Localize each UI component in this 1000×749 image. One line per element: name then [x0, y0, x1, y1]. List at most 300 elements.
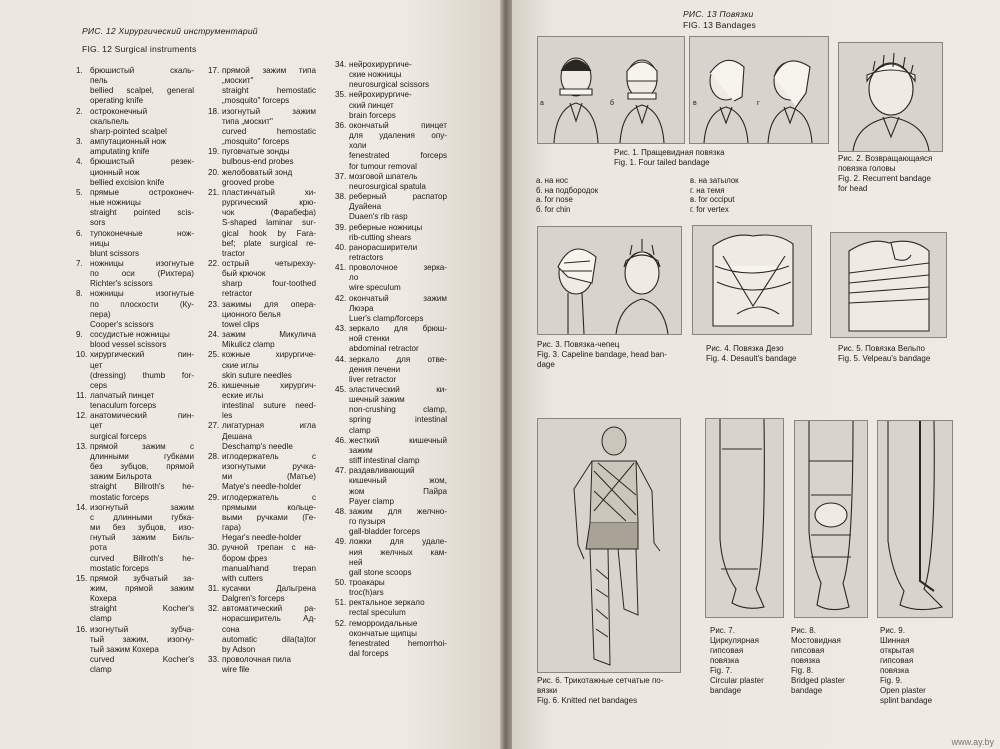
instrument-line: ния желчных кам- — [349, 547, 447, 557]
instrument-line: ницы — [90, 238, 110, 248]
instrument-entry — [76, 330, 194, 350]
instrument-line: curved Kocher's — [90, 655, 194, 665]
fig1-caption — [614, 148, 725, 168]
instrument-text — [349, 192, 447, 222]
instrument-line: straight hemostatic — [222, 86, 316, 96]
instrument-line: amputating knife — [90, 147, 150, 157]
fig1-four-tailed-bandage-illustration-2 — [689, 36, 829, 144]
instrument-line: го пузыря — [349, 517, 386, 527]
instrument-line: брюшистый скаль- — [90, 66, 194, 75]
instrument-line: раздавливающий — [349, 466, 415, 476]
instrument-line: Люэра — [349, 303, 374, 313]
instrument-number: 25. — [208, 350, 220, 360]
instrument-line: длинными губками — [90, 451, 194, 461]
instrument-line: blood vessel scissors — [90, 340, 167, 350]
instrument-entry — [208, 107, 316, 148]
instrument-number: 14. — [76, 502, 88, 512]
caption-line: открытая — [880, 646, 914, 655]
instrument-text — [349, 324, 447, 354]
instrument-line: mostatic forceps — [90, 563, 149, 573]
fig1-four-tailed-bandage-illustration — [537, 36, 685, 144]
instrument-line: ампутационный нож — [90, 137, 167, 147]
instrument-line: ручной трепан с на- — [222, 543, 316, 553]
instrument-line: типа „москит" — [222, 116, 273, 126]
instrument-text — [222, 493, 316, 544]
instrument-text — [90, 137, 194, 157]
instrument-line: лигатурная игла — [222, 421, 316, 431]
instrument-entry — [208, 452, 316, 493]
instrument-line: curved Billroth's he- — [90, 553, 194, 563]
book-gutter — [500, 0, 512, 749]
legend-line: б. for chin — [536, 204, 571, 214]
instrument-line: liver retractor — [349, 374, 397, 384]
caption-line: Рис. 8. — [791, 626, 816, 635]
instrument-line: (dressing) thumb for- — [90, 370, 194, 380]
instrument-text — [349, 436, 447, 466]
instrument-number: 49. — [335, 537, 347, 547]
instrument-line: пель — [90, 76, 108, 86]
instrument-line: прямой зубчатый за- — [90, 573, 194, 583]
instrument-number: 38. — [335, 192, 347, 202]
instrument-line: цет — [90, 421, 103, 431]
instrument-line: ножницы изогнутые — [90, 258, 194, 268]
instrument-line: Hegar's needle-holder — [222, 533, 302, 543]
instrument-entry — [335, 90, 447, 120]
instrument-line: проволочное зерка- — [349, 263, 447, 273]
instrument-number: 41. — [335, 263, 347, 273]
caption-line: Bridged plaster — [791, 676, 845, 685]
instrument-entry — [76, 350, 194, 391]
instrument-number: 7. — [76, 258, 83, 268]
instrument-line: ские иглы — [222, 360, 259, 370]
instrument-entry — [76, 391, 194, 411]
instrument-line: gall stone scoops — [349, 567, 412, 577]
instrument-text — [222, 259, 316, 300]
instrument-entry — [335, 324, 447, 354]
fig9-open-plaster-splint-illustration — [877, 420, 953, 618]
instrument-line: fenestrated hemorrhoi- — [349, 638, 447, 648]
instrument-line: ные ножницы — [90, 198, 141, 208]
instrument-number: 35. — [335, 90, 347, 100]
instrument-line: анатомический пин- — [90, 411, 194, 421]
instrument-entry — [208, 350, 316, 380]
instrument-line: зеркало для отве- — [349, 354, 447, 364]
instrument-text — [90, 229, 194, 259]
instrument-number: 46. — [335, 435, 347, 445]
instrument-line: пластинчатый хи- — [222, 187, 316, 197]
caption-line: Рис. 2. Возвращающаяся — [838, 154, 933, 163]
instrument-line: straight Billroth's he- — [90, 482, 194, 492]
instrument-line: автоматический ра- — [222, 604, 316, 614]
instrument-line: пуговчатые зонды — [222, 147, 290, 157]
caption-line: гипсовая — [880, 656, 914, 665]
instrument-line: towel clips — [222, 319, 260, 329]
instrument-line: dal forceps — [349, 649, 389, 659]
instrument-line: окончатый зажим — [349, 293, 447, 303]
instrument-entry — [76, 229, 194, 259]
instrument-text — [222, 655, 316, 675]
instrument-line: grooved probe — [222, 177, 275, 187]
fig3-caption — [537, 340, 667, 370]
instrument-line: сона — [222, 624, 240, 634]
instrument-line: жим, прямой зажим — [90, 583, 194, 593]
instrument-line: Luer's clamp/forceps — [349, 313, 424, 323]
instrument-text — [349, 578, 447, 598]
instrument-entry — [335, 355, 447, 385]
instrument-line: Dalgren's forceps — [222, 594, 285, 604]
instrument-line: тый зажим, изогну- — [90, 634, 194, 644]
instrument-line: les — [222, 411, 233, 421]
instrument-number: 30. — [208, 543, 220, 553]
instrument-line: зеркало для брюш- — [349, 324, 447, 334]
instrument-line: троакары — [349, 577, 385, 587]
caption-line: Циркулярная — [710, 636, 759, 645]
fig4-caption — [706, 344, 796, 364]
legend-line: a. for nose — [536, 195, 573, 205]
instrument-line: лапчатый пинцет — [90, 391, 155, 400]
instrument-line: tenaculum forceps — [90, 401, 157, 411]
instrument-text — [349, 172, 447, 192]
instrument-entry — [208, 330, 316, 350]
caption-line: dage — [537, 360, 555, 369]
instrument-line: жесткий кишечный — [349, 435, 447, 445]
instrument-line: fenestrated forceps — [349, 151, 447, 161]
instrument-entry — [335, 172, 447, 192]
instrument-text — [222, 421, 316, 451]
caption-line: for head — [838, 184, 868, 193]
instrument-line: manual/hand trepan — [222, 563, 316, 573]
instrument-line: bulbous-end probes — [222, 157, 294, 167]
instrument-entry — [208, 300, 316, 330]
instrument-line: зажим — [349, 445, 373, 455]
instrument-line: прямыми кольце- — [222, 502, 316, 512]
instrument-entry — [335, 537, 447, 578]
instrument-line: bellied excision knife — [90, 177, 165, 187]
instrument-line: с длинными губка- — [90, 512, 194, 522]
instrument-text — [90, 330, 194, 350]
fig5-velpeau-bandage-illustration — [830, 232, 947, 338]
instrument-line: без зубцов, прямой — [90, 462, 194, 472]
instrument-number: 39. — [335, 222, 347, 232]
legend-line: г. на темя — [690, 185, 725, 195]
instrument-text — [349, 90, 447, 120]
instrument-text — [222, 381, 316, 422]
instrument-line: wire speculum — [349, 283, 401, 293]
instrument-number: 52. — [335, 618, 347, 628]
instrument-number: 21. — [208, 187, 220, 197]
instrument-number: 48. — [335, 506, 347, 516]
instrument-entry — [76, 503, 194, 574]
instrument-line: жом Пайра — [349, 486, 447, 496]
legend-line: в. на затылок — [690, 176, 739, 185]
caption-line: гипсовая — [791, 646, 825, 655]
instrument-line: wire file — [222, 665, 250, 675]
instrument-text — [90, 411, 194, 441]
instrument-line: прямые остроконеч- — [90, 187, 194, 197]
instrument-line: spring intestinal — [349, 415, 447, 425]
instrument-entry — [76, 259, 194, 289]
instrument-line: прямой зажим с — [90, 441, 194, 451]
instrument-number: 42. — [335, 293, 347, 303]
instrument-number: 19. — [208, 147, 220, 157]
instrument-line: окончатый пинцет — [349, 120, 447, 130]
instrument-text — [90, 188, 194, 229]
instrument-line: Mikulicz clamp — [222, 340, 275, 350]
caption-line: Рис. 3. Повязка-чепец — [537, 340, 620, 349]
instrument-line: кожные хирургиче- — [222, 350, 316, 360]
legend-line: в. for occiput — [690, 195, 735, 205]
instrument-text — [222, 584, 316, 604]
instrument-line: by Adson — [222, 644, 256, 654]
fig13-title-ru: РИС. 13 Повязки — [683, 9, 754, 19]
instrument-text — [349, 223, 447, 243]
instrument-number: 8. — [76, 289, 83, 299]
caption-line: гипсовая — [710, 646, 744, 655]
instrument-entry — [76, 442, 194, 503]
instrument-line: Кохера — [90, 594, 117, 604]
caption-line: Fig. 8. — [791, 666, 814, 675]
caption-line: повязка — [880, 666, 910, 675]
instrument-text — [222, 300, 316, 330]
instrument-line: зажимы для опера- — [222, 299, 316, 309]
instrument-line: stiff intestinal clamp — [349, 456, 420, 466]
instrument-line: кишечный жом, — [349, 476, 447, 486]
instrument-line: Duaen's rib rasp — [349, 212, 408, 222]
instrument-number: 1. — [76, 66, 83, 75]
instrument-number: 5. — [76, 187, 83, 197]
instrument-line: ло — [349, 273, 359, 283]
instrument-entry — [208, 604, 316, 655]
instrument-entry — [76, 625, 194, 676]
instrument-line: curved hemostatic — [222, 126, 316, 136]
instrument-entry — [76, 188, 194, 229]
instrument-line: bef; plate surgical re- — [222, 238, 316, 248]
instrument-entry — [76, 574, 194, 625]
instrument-number: 10. — [76, 350, 88, 360]
instrument-line: еские иглы — [222, 391, 264, 400]
caption-line: Fig. 4. Desault's bandage — [706, 354, 797, 363]
instrument-number: 40. — [335, 242, 347, 252]
instrument-text — [222, 168, 316, 188]
caption-line: Рис. 9. — [880, 626, 905, 635]
instrument-number: 17. — [208, 66, 220, 75]
fig1-panel-label-a: а — [540, 100, 544, 107]
caption-line: Рис. 5. Повязка Вельпо — [838, 344, 925, 353]
instrument-number: 36. — [335, 120, 347, 130]
instrument-line: ранорасширители — [349, 242, 418, 252]
caption-line: bandage — [791, 686, 823, 695]
instrument-text — [349, 385, 447, 436]
instrument-text — [90, 625, 194, 676]
instrument-line: blunt scissors — [90, 248, 140, 258]
instrument-number: 28. — [208, 451, 220, 461]
instrument-text — [349, 121, 447, 172]
fig7-circular-plaster-bandage-illustration — [705, 418, 784, 618]
left-page-header — [82, 26, 258, 55]
instrument-line: норасширитель Ад- — [222, 614, 316, 624]
instrument-entry — [208, 493, 316, 544]
instrument-number: 16. — [76, 624, 88, 634]
instrument-entry — [208, 259, 316, 300]
instrument-line: иглодержатель с — [222, 451, 316, 461]
caption-line: Рис. 4. Повязка Дезо — [706, 344, 784, 353]
instrument-line: bellied scalpel, general — [90, 86, 194, 96]
instrument-line: non-crushing clamp, — [349, 405, 447, 415]
instrument-entry — [76, 289, 194, 330]
instrument-line: ножницы изогнутые — [90, 289, 194, 299]
caption-line: Шинная — [880, 636, 910, 645]
instrument-entry — [335, 294, 447, 324]
legend-line: а. на нос — [536, 176, 569, 185]
instrument-text — [90, 259, 194, 289]
instrument-text — [349, 355, 447, 385]
instrument-line: ми (Матье) — [222, 472, 316, 482]
instrument-line: ректальное зеркало — [349, 598, 425, 608]
instrument-line: retractors — [349, 252, 384, 262]
caption-line: Fig. 2. Recurrent bandage — [838, 174, 931, 183]
instrument-number: 26. — [208, 380, 220, 390]
caption-line: Fig. 5. Velpeau's bandage — [838, 354, 931, 363]
instrument-line: брюшистый резек- — [90, 157, 194, 167]
instrument-entry — [76, 411, 194, 441]
instrument-entry — [335, 598, 447, 618]
instrument-column-3 — [335, 60, 447, 659]
instrument-line: abdominal retractor — [349, 344, 419, 354]
instrument-number: 33. — [208, 655, 220, 665]
fig12-title-en: FIG. 12 Surgical instruments — [82, 44, 197, 54]
caption-line: Fig. 9. — [880, 676, 903, 685]
instrument-number: 50. — [335, 577, 347, 587]
instrument-column-2 — [208, 66, 316, 675]
instrument-entry — [76, 137, 194, 157]
instrument-line: бором фрез — [222, 553, 268, 563]
instrument-line: for tumour removal — [349, 161, 417, 171]
instrument-text — [349, 294, 447, 324]
instrument-line: тупоконечные нож- — [90, 228, 194, 238]
instrument-line: выми ручками (Ге- — [222, 512, 316, 522]
instrument-number: 6. — [76, 228, 83, 238]
instrument-entry — [335, 243, 447, 263]
instrument-line: изогнутый зажим — [222, 106, 316, 116]
instrument-line: бый крючок — [222, 269, 266, 279]
instrument-text — [349, 60, 447, 90]
fig6-caption — [537, 676, 663, 706]
instrument-line: S-shaped laminar sur- — [222, 218, 316, 228]
instrument-number: 37. — [335, 171, 347, 181]
instrument-text — [90, 107, 194, 137]
caption-line: повязка — [791, 656, 821, 665]
instrument-line: intestinal suture need- — [222, 401, 316, 411]
instrument-text — [222, 147, 316, 167]
caption-line: Рис. 1. Пращевидная повязка — [614, 148, 725, 157]
instrument-entry — [208, 421, 316, 451]
instrument-line: скальпель — [90, 116, 129, 126]
instrument-entry — [76, 66, 194, 107]
instrument-line: чок (Фарабефа) — [222, 208, 316, 218]
instrument-line: Matye's needle-holder — [222, 482, 302, 492]
instrument-line: гнутый зажим Биль- — [90, 533, 194, 543]
instrument-line: straight pointed scis- — [90, 208, 194, 218]
instrument-line: clamp — [90, 665, 112, 675]
instrument-line: clamp — [90, 614, 112, 624]
instrument-line: по плоскости (Ку- — [90, 299, 194, 309]
caption-line: Fig. 3. Capeline bandage, head ban- — [537, 350, 667, 359]
instrument-line: ский пинцет — [349, 100, 394, 110]
instrument-line: мозговой шпатель — [349, 171, 418, 181]
caption-line: Мостовидная — [791, 636, 841, 645]
instrument-text — [349, 619, 447, 660]
instrument-entry — [335, 60, 447, 90]
caption-line: повязка — [710, 656, 740, 665]
instrument-entry — [208, 381, 316, 422]
instrument-entry — [335, 619, 447, 660]
instrument-entry — [208, 168, 316, 188]
instrument-text — [90, 157, 194, 187]
fig12-title-ru: РИС. 12 Хирургический инструментарий — [82, 26, 258, 36]
instrument-line: brain forceps — [349, 110, 396, 120]
instrument-entry — [208, 147, 316, 167]
fig1-panel-label-v: в — [693, 100, 697, 107]
instrument-line: straight Kocher's — [90, 604, 194, 614]
instrument-line: кусачки Дальгрена — [222, 583, 316, 593]
instrument-text — [222, 604, 316, 655]
fig1-panel-label-b: б — [610, 100, 615, 107]
instrument-line: with cutters — [222, 573, 263, 583]
instrument-line: Cooper's scissors — [90, 319, 154, 329]
fig7-caption — [710, 626, 764, 696]
instrument-text — [222, 66, 316, 107]
fig9-caption — [880, 626, 932, 706]
instrument-text — [222, 330, 316, 350]
instrument-text — [349, 263, 447, 293]
instrument-entry — [335, 436, 447, 466]
instrument-entry — [335, 192, 447, 222]
caption-line: Open plaster — [880, 686, 926, 695]
instrument-text — [222, 188, 316, 259]
fig2-recurrent-bandage-illustration — [838, 42, 943, 152]
instrument-line: „москит" — [222, 76, 254, 86]
instrument-number: 27. — [208, 421, 220, 431]
instrument-line: рургический крю- — [222, 198, 316, 208]
fig6-knitted-net-bandages-illustration — [537, 418, 681, 673]
instrument-text — [90, 503, 194, 574]
instrument-line: кишечные хирургич- — [222, 380, 316, 390]
fig13-title-en: FIG. 13 Bandages — [683, 20, 756, 30]
instrument-entry — [335, 385, 447, 436]
instrument-number: 31. — [208, 583, 220, 593]
instrument-line: ские ножницы — [349, 70, 402, 80]
instrument-line: Payer clamp — [349, 496, 394, 506]
instrument-number: 20. — [208, 167, 220, 177]
instrument-entry — [208, 543, 316, 584]
instrument-number: 47. — [335, 466, 347, 476]
instrument-line: пера) — [90, 309, 111, 319]
caption-line: splint bandage — [880, 696, 933, 705]
instrument-number: 22. — [208, 258, 220, 268]
instrument-number: 51. — [335, 598, 347, 608]
instrument-number: 32. — [208, 604, 220, 614]
instrument-line: skin suture needles — [222, 370, 292, 380]
instrument-text — [90, 442, 194, 503]
instrument-line: Дуайена — [349, 202, 382, 212]
instrument-text — [90, 289, 194, 330]
instrument-entry — [335, 223, 447, 243]
instrument-number: 9. — [76, 330, 83, 340]
instrument-text — [90, 391, 194, 411]
instrument-text — [90, 350, 194, 391]
instrument-line: гара) — [222, 523, 241, 533]
instrument-text — [222, 107, 316, 148]
